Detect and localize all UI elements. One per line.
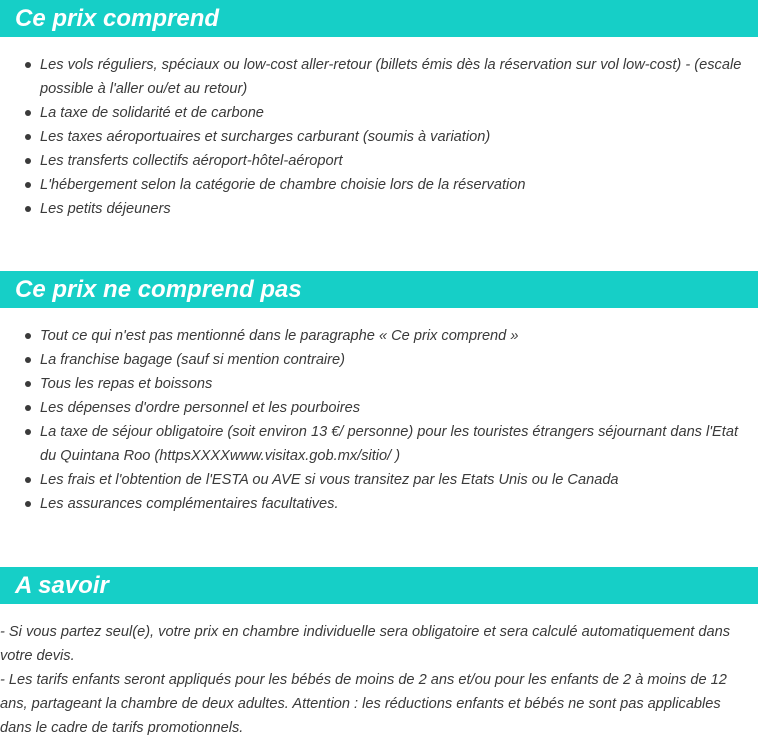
list-item: Tout ce qui n'est pas mentionné dans le paragraphe « Ce prix comprend » xyxy=(40,324,758,348)
list-item: La franchise bagage (sauf si mention contraire) xyxy=(40,348,758,372)
includes-list xyxy=(0,53,758,221)
section-info xyxy=(0,567,758,740)
list-item: L'hébergement selon la catégorie de chambre choisie lors de la réservation xyxy=(40,173,758,197)
section-header-includes xyxy=(0,0,758,37)
section-title-info: A savoir xyxy=(15,572,109,599)
list-item: Les vols réguliers, spéciaux ou low-cost aller-retour (billets émis dès la réservation sur vol low-cost) - (escale possible à l'aller ou/et au retour) xyxy=(40,53,758,101)
section-header-excludes xyxy=(0,271,758,308)
section-includes xyxy=(0,0,758,221)
list-item: Les transferts collectifs aéroport-hôtel-aéroport xyxy=(40,149,758,173)
list-item: Les assurances complémentaires facultatives. xyxy=(40,492,758,516)
list-item: La taxe de séjour obligatoire (soit environ 13 €/ personne) pour les touristes étrangers séjournant dans l'Etat du Quintana Roo (httpsXXXXwww.visitax.gob.mx/sitio/ ) xyxy=(40,420,758,468)
list-item: Tous les repas et boissons xyxy=(40,372,758,396)
list-item: Les dépenses d'ordre personnel et les pourboires xyxy=(40,396,758,420)
excludes-list xyxy=(0,324,758,516)
section-title-includes: Ce prix comprend xyxy=(15,5,220,32)
list-item: Les frais et l'obtention de l'ESTA ou AVE si vous transitez par les Etats Unis ou le Canada xyxy=(40,468,758,492)
info-paragraph: - Si vous partez seul(e), votre prix en chambre individuelle sera obligatoire et sera calculé automatiquement dans votre devis. xyxy=(0,624,731,664)
list-item: La taxe de solidarité et de carbone xyxy=(40,101,758,125)
info-text xyxy=(0,620,758,740)
section-excludes xyxy=(0,271,758,516)
list-item: Les taxes aéroportuaires et surcharges carburant (soumis à variation) xyxy=(40,125,758,149)
list-item: Les petits déjeuners xyxy=(40,197,758,221)
info-paragraph: - Les tarifs enfants seront appliqués pour les bébés de moins de 2 ans et/ou pour les enfants de 2 à moins de 12 ans, partageant la chambre de deux adultes. Attention : les réductions enfants et bébés ne sont pas applicables dans le cadre de tarifs promotionnels. xyxy=(0,672,727,736)
section-title-excludes: Ce prix ne comprend pas xyxy=(15,276,302,303)
section-header-info xyxy=(0,567,758,604)
